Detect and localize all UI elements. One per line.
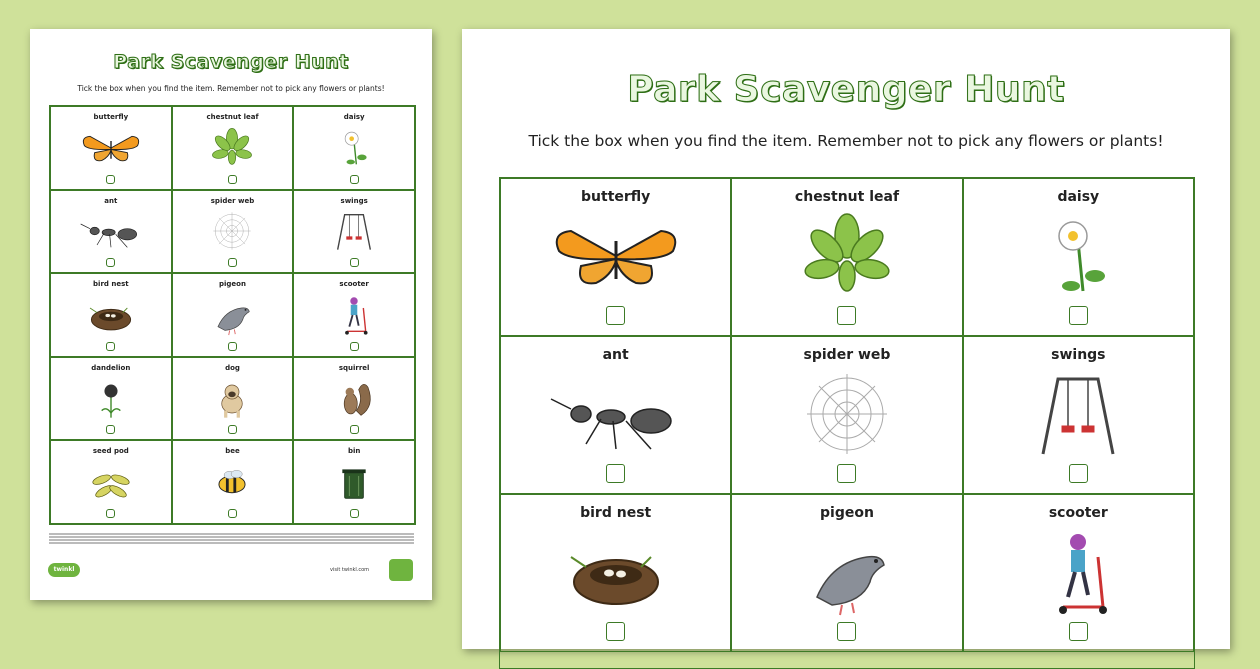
- spider-web-icon: [732, 363, 961, 464]
- item-checkbox[interactable]: [837, 622, 856, 641]
- chestnut-leaf-icon: [173, 121, 293, 175]
- item-label: pigeon: [219, 280, 246, 289]
- item-checkbox[interactable]: [350, 175, 359, 184]
- item-cell-seed-pod: [50, 440, 172, 524]
- item-cell-squirrel: [293, 357, 415, 441]
- pigeon-icon: [732, 521, 961, 622]
- ant-icon: [51, 205, 171, 259]
- item-checkbox[interactable]: [606, 306, 625, 325]
- spider-web-icon: [173, 205, 293, 259]
- item-cell-dandelion: [50, 357, 172, 441]
- item-checkbox[interactable]: [106, 509, 115, 518]
- item-label: spider web: [210, 196, 255, 205]
- chestnut-leaf-icon: [732, 205, 961, 306]
- item-checkbox[interactable]: [350, 258, 359, 267]
- item-checkbox[interactable]: [228, 425, 237, 434]
- item-label: dog: [225, 363, 240, 372]
- item-cell-ant: [500, 336, 731, 494]
- item-checkbox[interactable]: [228, 258, 237, 267]
- item-label: bee: [225, 447, 240, 456]
- bin-icon: [294, 455, 414, 509]
- item-label: seed pod: [92, 447, 129, 456]
- badge-icon: [389, 559, 413, 581]
- item-label: pigeon: [820, 505, 874, 521]
- item-cell-bird-nest: [50, 273, 172, 357]
- item-cell-bin: [293, 440, 415, 524]
- butterfly-icon: [501, 205, 730, 306]
- item-checkbox[interactable]: [350, 509, 359, 518]
- item-label: ant: [602, 347, 629, 363]
- item-label: ant: [104, 196, 118, 205]
- large-worksheet: [462, 29, 1230, 649]
- footer-disclaimer: [49, 532, 414, 545]
- item-label: bin: [347, 447, 361, 456]
- dog-icon: [173, 372, 293, 426]
- item-checkbox[interactable]: [837, 306, 856, 325]
- item-cell-scooter: [963, 494, 1194, 652]
- scooter-icon: [964, 521, 1193, 622]
- item-cell-daisy: [293, 106, 415, 190]
- seed-pod-icon: [51, 455, 171, 509]
- item-label: butterfly: [581, 189, 651, 205]
- item-cell-bird-nest: [500, 494, 731, 652]
- item-label: squirrel: [338, 363, 370, 372]
- item-cell-chestnut-leaf: [731, 178, 962, 336]
- instruction-text: Tick the box when you find the item. Remember not to pick any flowers or plants!: [77, 84, 385, 93]
- item-cell-ant: [50, 190, 172, 274]
- item-label: chestnut leaf: [794, 189, 900, 205]
- item-label: swings: [1051, 347, 1106, 363]
- item-checkbox[interactable]: [606, 622, 625, 641]
- item-cell-pigeon: [172, 273, 294, 357]
- item-grid: [499, 177, 1195, 669]
- item-label: dandelion: [91, 363, 131, 372]
- squirrel-icon: [294, 372, 414, 426]
- daisy-icon: [294, 121, 414, 175]
- item-label: bird nest: [580, 505, 652, 521]
- item-label: daisy: [1057, 189, 1100, 205]
- page-title: Park Scavenger Hunt: [113, 51, 349, 73]
- item-checkbox[interactable]: [106, 425, 115, 434]
- item-label: spider web: [803, 347, 891, 363]
- footer-url: visit twinkl.com: [330, 567, 370, 573]
- bird-nest-icon: [501, 521, 730, 622]
- item-checkbox[interactable]: [1069, 464, 1088, 483]
- item-cell-swings: [293, 190, 415, 274]
- item-checkbox[interactable]: [228, 509, 237, 518]
- item-checkbox[interactable]: [106, 342, 115, 351]
- item-label: chestnut leaf: [206, 113, 259, 121]
- dandelion-icon: [51, 372, 171, 426]
- item-cell-spider-web: [731, 336, 962, 494]
- item-label: swings: [340, 196, 368, 205]
- swings-icon: [294, 205, 414, 259]
- item-checkbox[interactable]: [837, 464, 856, 483]
- item-checkbox[interactable]: [350, 342, 359, 351]
- swings-icon: [964, 363, 1193, 464]
- item-cell-daisy: [963, 178, 1194, 336]
- item-label: butterfly: [93, 113, 129, 121]
- bird-nest-icon: [51, 288, 171, 342]
- twinkl-logo: twinkl: [48, 563, 80, 577]
- instruction-text: Tick the box when you find the item. Remember not to pick any flowers or plants!: [528, 132, 1164, 150]
- pigeon-icon: [173, 288, 293, 342]
- item-cell-scooter: [293, 273, 415, 357]
- item-cell-butterfly: [50, 106, 172, 190]
- item-checkbox[interactable]: [350, 425, 359, 434]
- item-label: daisy: [343, 113, 365, 121]
- bee-icon: [173, 455, 293, 509]
- item-cell-pigeon: [731, 494, 962, 652]
- item-label: scooter: [339, 280, 369, 289]
- item-checkbox[interactable]: [228, 342, 237, 351]
- item-cell-swings: [963, 336, 1194, 494]
- scooter-icon: [294, 288, 414, 342]
- item-checkbox[interactable]: [106, 175, 115, 184]
- page-title: Park Scavenger Hunt: [627, 69, 1065, 110]
- item-cell-spider-web: [172, 190, 294, 274]
- daisy-icon: [964, 205, 1193, 306]
- item-cell-chestnut-leaf: [172, 106, 294, 190]
- item-cell-butterfly: [500, 178, 731, 336]
- ant-icon: [501, 363, 730, 464]
- item-cell-dog: [172, 357, 294, 441]
- item-checkbox[interactable]: [106, 258, 115, 267]
- small-worksheet-preview: [30, 29, 432, 600]
- item-checkbox[interactable]: [1069, 622, 1088, 641]
- item-checkbox[interactable]: [228, 175, 237, 184]
- item-grid: [49, 105, 416, 525]
- item-label: scooter: [1048, 505, 1108, 521]
- item-checkbox[interactable]: [1069, 306, 1088, 325]
- item-checkbox[interactable]: [606, 464, 625, 483]
- item-cell-bee: [172, 440, 294, 524]
- item-label: bird nest: [93, 280, 129, 289]
- butterfly-icon: [51, 121, 171, 175]
